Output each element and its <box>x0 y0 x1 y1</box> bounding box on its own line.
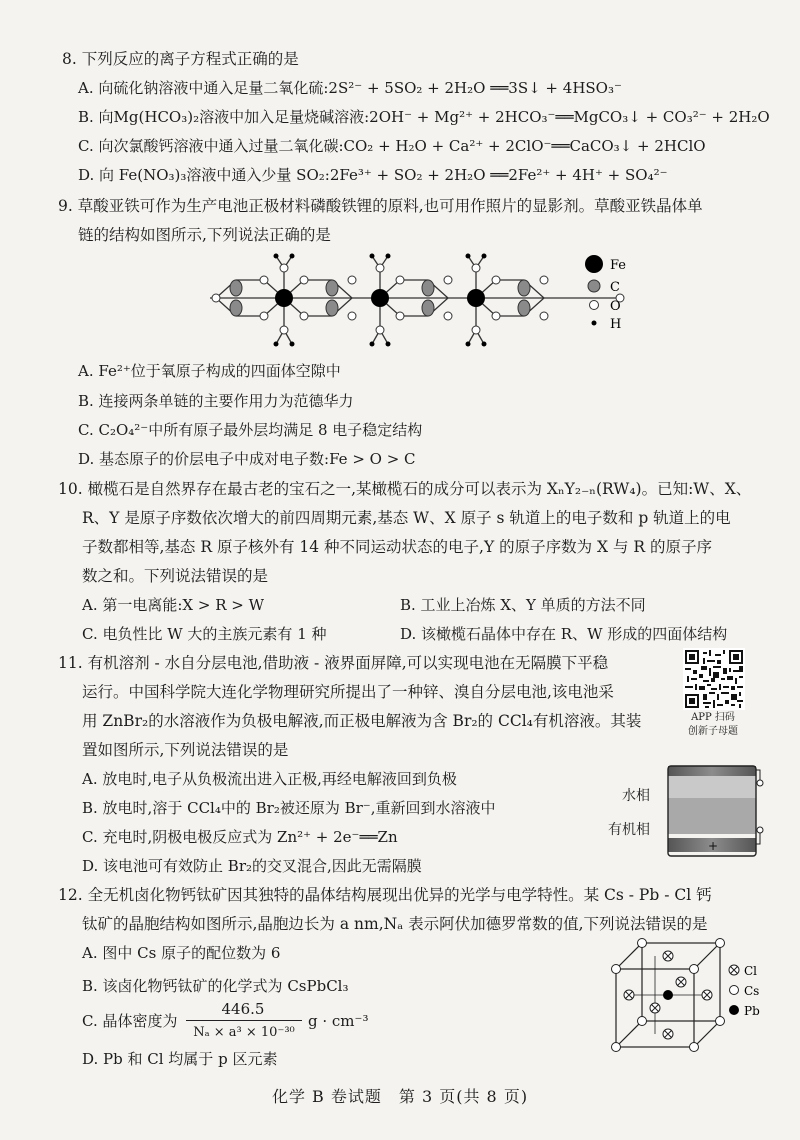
q10-stem-line2: R、Y 是原子序数依次增大的前四周期元素,基态 W、X 原子 s 轨道上的电子数和 p 轨道上的电 <box>82 509 731 527</box>
q11-option-d: D. 该电池可有效防止 Br₂的交叉混合,因此无需隔膜 <box>82 857 422 875</box>
legend-cs-marker <box>730 986 739 995</box>
q11-stem-line2: 运行。中国科学院大连化学物理研究所提出了一种锌、溴自分层电池,该电池采 <box>82 683 614 701</box>
legend-h-marker <box>592 321 597 326</box>
q11-option-c: C. 充电时,阴极电极反应式为 Zn²⁺ + 2e⁻══Zn <box>82 828 398 846</box>
chain-bonds <box>210 256 620 344</box>
label-water-phase: 水相 <box>622 788 650 804</box>
q10-stem-line3: 子数都相等,基态 R 原子核外有 14 种不同运动状态的电子,Y 的原子序数为 X 与 R 的原子序 <box>82 538 713 556</box>
q8-option-c: C. 向次氯酸钙溶液中通入过量二氧化碳:CO₂ + H₂O + Ca²⁺ + 2ClO⁻══CaCO₃↓ + 2HClO <box>78 137 706 155</box>
positive-terminal <box>757 827 763 833</box>
legend-c: C <box>610 280 620 295</box>
q12-option-c-prefix: C. 晶体密度为 <box>82 1012 178 1030</box>
positive-sign: + <box>708 839 719 853</box>
q12-option-c-unit: g · cm⁻³ <box>308 1012 369 1030</box>
pb-atom <box>663 990 673 1000</box>
legend-c-marker <box>588 280 600 292</box>
q12-stem-line1: 12. 全无机卤化物钙钛矿因其独特的晶体结构展现出优异的光学与电学特性。某 Cs - Pb - Cl 钙 <box>58 886 712 904</box>
q11-stem-line4: 置如图所示,下列说法错误的是 <box>82 741 289 759</box>
q9-option-a: A. Fe²⁺位于氧原子构成的四面体空隙中 <box>78 362 341 380</box>
q12-stem-line2: 钛矿的晶胞结构如图所示,晶胞边长为 a nm,Nₐ 表示阿伏加德罗常数的值,下列说法错误的是 <box>82 915 708 933</box>
ferrous-oxalate-chain-diagram <box>200 250 640 360</box>
q12-option-a: A. 图中 Cs 原子的配位数为 6 <box>82 944 281 962</box>
q9-option-b: B. 连接两条单链的主要作用力为范德华力 <box>78 392 354 410</box>
q11-option-b: B. 放电时,溶于 CCl₄中的 Br₂被还原为 Br⁻,重新回到水溶液中 <box>82 799 496 817</box>
q12-legend <box>726 962 780 1024</box>
q12-option-b: B. 该卤化物钙钛矿的化学式为 CsPbCl₃ <box>82 977 349 995</box>
battery-diagram <box>608 760 768 870</box>
q10-stem-line1: 10. 橄榄石是自然界存在最古老的宝石之一,某橄榄石的成分可以表示为 XₙY₂₋ₙ(RW₄)。已知:W、X、 <box>58 480 752 498</box>
organic-phase-layer <box>668 798 756 834</box>
label-organic-phase: 有机相 <box>608 822 650 838</box>
q11-stem-line1: 11. 有机溶剂 - 水自分层电池,借助液 - 液界面屏障,可以实现电池在无隔膜下平稳 <box>58 654 609 672</box>
negative-electrode <box>668 766 756 776</box>
q8-stem: 8. 下列反应的离子方程式正确的是 <box>62 50 299 68</box>
q9-option-d: D. 基态原子的价层电子中成对电子数:Fe > O > C <box>78 450 416 468</box>
legend-cl: Cl <box>744 964 758 978</box>
legend-pb-marker <box>729 1005 739 1015</box>
oxygen-atoms <box>212 264 624 334</box>
page-footer: 化学 B 卷试题 第 3 页(共 8 页) <box>271 1087 529 1106</box>
q9-legend <box>582 254 662 334</box>
q10-option-b: B. 工业上冶炼 X、Y 单质的方法不同 <box>400 596 646 614</box>
legend-o: O <box>610 299 621 314</box>
q10-stem-line4: 数之和。下列说法错误的是 <box>82 567 269 585</box>
q9-option-c: C. C₂O₄²⁻中所有原子最外层均满足 8 电子稳定结构 <box>78 421 423 439</box>
qr-code[interactable] <box>683 648 745 710</box>
q9-stem-line1: 9. 草酸亚铁可作为生产电池正极材料磷酸铁锂的原料,也可用作照片的显影剂。草酸亚铁晶体单 <box>58 197 703 215</box>
q8-option-a: A. 向硫化钠溶液中通入足量二氧化硫:2S²⁻ + 5SO₂ + 2H₂O ══3S↓ + 4HSO₃⁻ <box>78 79 622 97</box>
qr-caption-line1: APP 扫码 <box>691 712 735 723</box>
fraction-bar <box>186 1020 302 1021</box>
legend-o-marker <box>590 301 599 310</box>
q10-option-a: A. 第一电离能:X > R > W <box>82 596 265 614</box>
perovskite-unit-cell <box>606 935 730 1059</box>
q10-option-d: D. 该橄榄石晶体中存在 R、W 形成的四面体结构 <box>400 625 728 643</box>
q8-option-b: B. 向Mg(HCO₃)₂溶液中加入足量烧碱溶液:2OH⁻ + Mg²⁺ + 2HCO₃⁻══MgCO₃↓ + CO₃²⁻ + 2H₂O <box>78 108 770 126</box>
legend-pb: Pb <box>744 1004 760 1018</box>
q12-fraction-numerator: 446.5 <box>221 1000 265 1018</box>
legend-h: H <box>610 317 622 332</box>
q8-option-d: D. 向 Fe(NO₃)₃溶液中通入少量 SO₂:2Fe³⁺ + SO₂ + 2H₂O ══2Fe²⁺ + 4H⁺ + SO₄²⁻ <box>78 166 668 184</box>
negative-terminal <box>757 780 763 786</box>
q10-option-c: C. 电负性比 W 大的主族元素有 1 种 <box>82 625 327 643</box>
q9-stem-line2: 链的结构如图所示,下列说法正确的是 <box>78 226 331 244</box>
q12-option-d: D. Pb 和 Cl 均属于 p 区元素 <box>82 1050 278 1068</box>
qr-caption-line2: 创新子母题 <box>688 726 738 737</box>
legend-fe: Fe <box>610 258 627 273</box>
legend-cs: Cs <box>744 984 760 998</box>
q12-fraction-denominator: Nₐ × a³ × 10⁻³⁰ <box>193 1025 295 1040</box>
q11-stem-line3: 用 ZnBr₂的水溶液作为负极电解液,而正极电解液为含 Br₂的 CCl₄有机溶液。其装 <box>82 712 642 730</box>
legend-fe-marker <box>585 255 603 273</box>
legend-cl-marker <box>729 965 739 975</box>
q11-option-a: A. 放电时,电子从负极流出进入正极,再经电解液回到负极 <box>82 770 457 788</box>
